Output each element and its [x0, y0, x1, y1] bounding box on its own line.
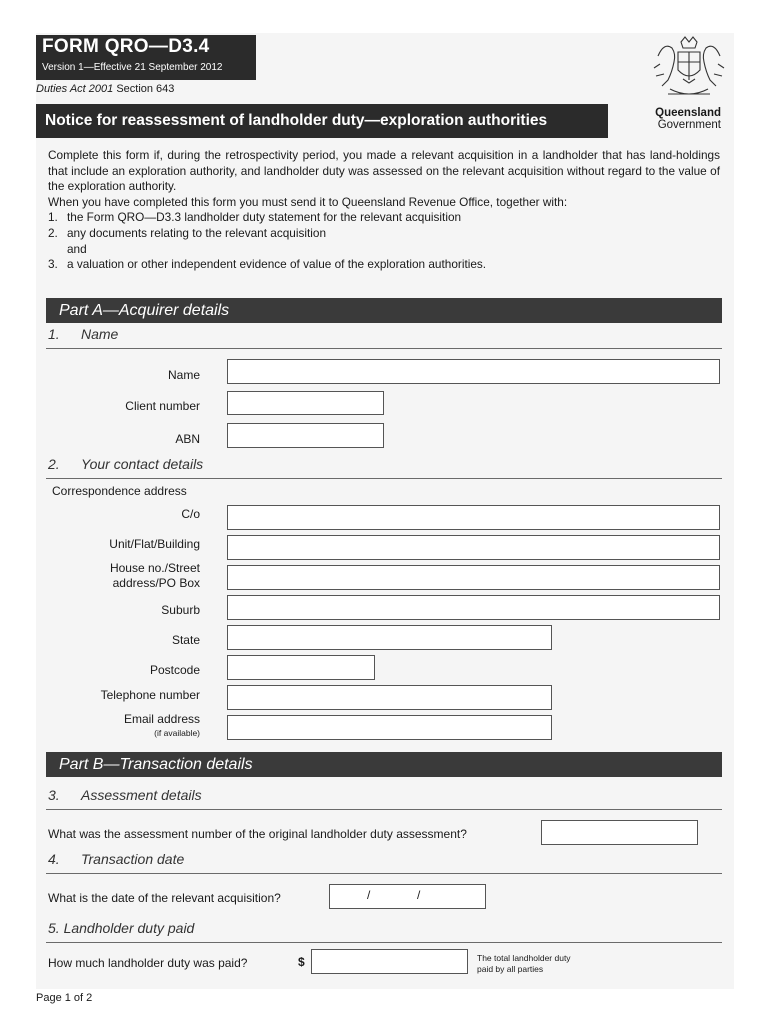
act-section: Section 643: [116, 83, 175, 95]
list-item: 2. any documents relating to the relevant acquisition: [48, 225, 327, 240]
queensland-coat-of-arms-icon: [648, 34, 730, 104]
name-label: Name: [167, 368, 200, 382]
page-number: Page 1 of 2: [36, 992, 93, 1004]
form-code: FORM QRO—D3.4: [42, 36, 210, 57]
telephone-input[interactable]: [227, 685, 552, 710]
unit-flat-building-input[interactable]: [227, 535, 720, 560]
section-1-heading: 1. Name: [48, 326, 119, 342]
section-divider: [46, 809, 722, 810]
list-item: and: [67, 241, 87, 256]
part-a-heading: Part A—Acquirer details: [46, 298, 722, 323]
act-name: Duties Act 2001: [36, 83, 114, 95]
section-divider: [46, 942, 722, 943]
list-item: 3. a valuation or other independent evidence of value of the exploration authorities.: [48, 257, 487, 272]
duty-paid-input[interactable]: [311, 949, 468, 974]
section-divider: [46, 348, 722, 349]
government-label: Government: [657, 119, 721, 131]
date-separator: /: [367, 888, 371, 902]
abn-input[interactable]: [227, 423, 384, 448]
date-separator: /: [417, 888, 421, 902]
section-divider: [46, 873, 722, 874]
client-number-input[interactable]: [227, 391, 384, 415]
instructions-para-2: When you have completed this form you must send it to Queensland Revenue Office, together with:: [48, 194, 568, 209]
state-input[interactable]: [227, 625, 552, 650]
assessment-number-input[interactable]: [541, 820, 698, 845]
duty-paid-note: The total landholder duty paid by all parties: [477, 953, 571, 974]
assessment-number-question: What was the assessment number of the original landholder duty assessment?: [48, 827, 467, 841]
currency-symbol: $: [298, 955, 305, 969]
section-5-heading: 5. Landholder duty paid: [48, 920, 195, 936]
section-3-heading: 3. Assessment details: [48, 787, 202, 803]
care-of-label: C/o: [181, 507, 200, 521]
email-label: Email address: [123, 712, 200, 726]
email-note: (if available): [154, 728, 200, 738]
postcode-input[interactable]: [227, 655, 375, 680]
abn-label: ABN: [175, 432, 200, 446]
street-address-input[interactable]: [227, 565, 720, 590]
unit-flat-building-label: Unit/Flat/Building: [109, 537, 200, 551]
section-divider: [46, 478, 722, 479]
section-4-heading: 4. Transaction date: [48, 851, 185, 867]
postcode-label: Postcode: [149, 663, 200, 677]
list-item: 1. the Form QRO—D3.3 landholder duty statement for the relevant acquisition: [48, 210, 462, 225]
form-code-box: [36, 35, 256, 80]
form-version: Version 1—Effective 21 September 2012: [42, 62, 223, 73]
document-title: Notice for reassessment of landholder duty—exploration authorities: [36, 104, 608, 138]
acquisition-date-input[interactable]: [329, 884, 486, 909]
street-address-label: House no./Street address/PO Box: [109, 561, 200, 590]
duty-paid-question: How much landholder duty was paid?: [48, 956, 248, 970]
telephone-label: Telephone number: [100, 688, 200, 702]
suburb-label: Suburb: [161, 603, 200, 617]
government-name: Queensland: [655, 107, 721, 119]
instructions: [48, 148, 720, 273]
email-input[interactable]: [227, 715, 552, 740]
correspondence-address-label: Correspondence address: [52, 484, 187, 498]
client-number-label: Client number: [125, 399, 200, 413]
state-label: State: [171, 633, 200, 647]
section-2-heading: 2. Your contact details: [48, 456, 204, 472]
instructions-para-1: Complete this form if, during the retrospectivity period, you made a relevant acquisition in a landholder that has land-holdings that include an exploration authority, and landholder duty was assessed on the relevant acquisition without regard to the value of the exploration authority.: [48, 148, 720, 194]
act-reference: [36, 83, 174, 95]
care-of-input[interactable]: [227, 505, 720, 530]
acquisition-date-question: What is the date of the relevant acquisition?: [48, 891, 281, 905]
part-b-heading: Part B—Transaction details: [46, 752, 722, 777]
name-input[interactable]: [227, 359, 720, 384]
suburb-input[interactable]: [227, 595, 720, 620]
